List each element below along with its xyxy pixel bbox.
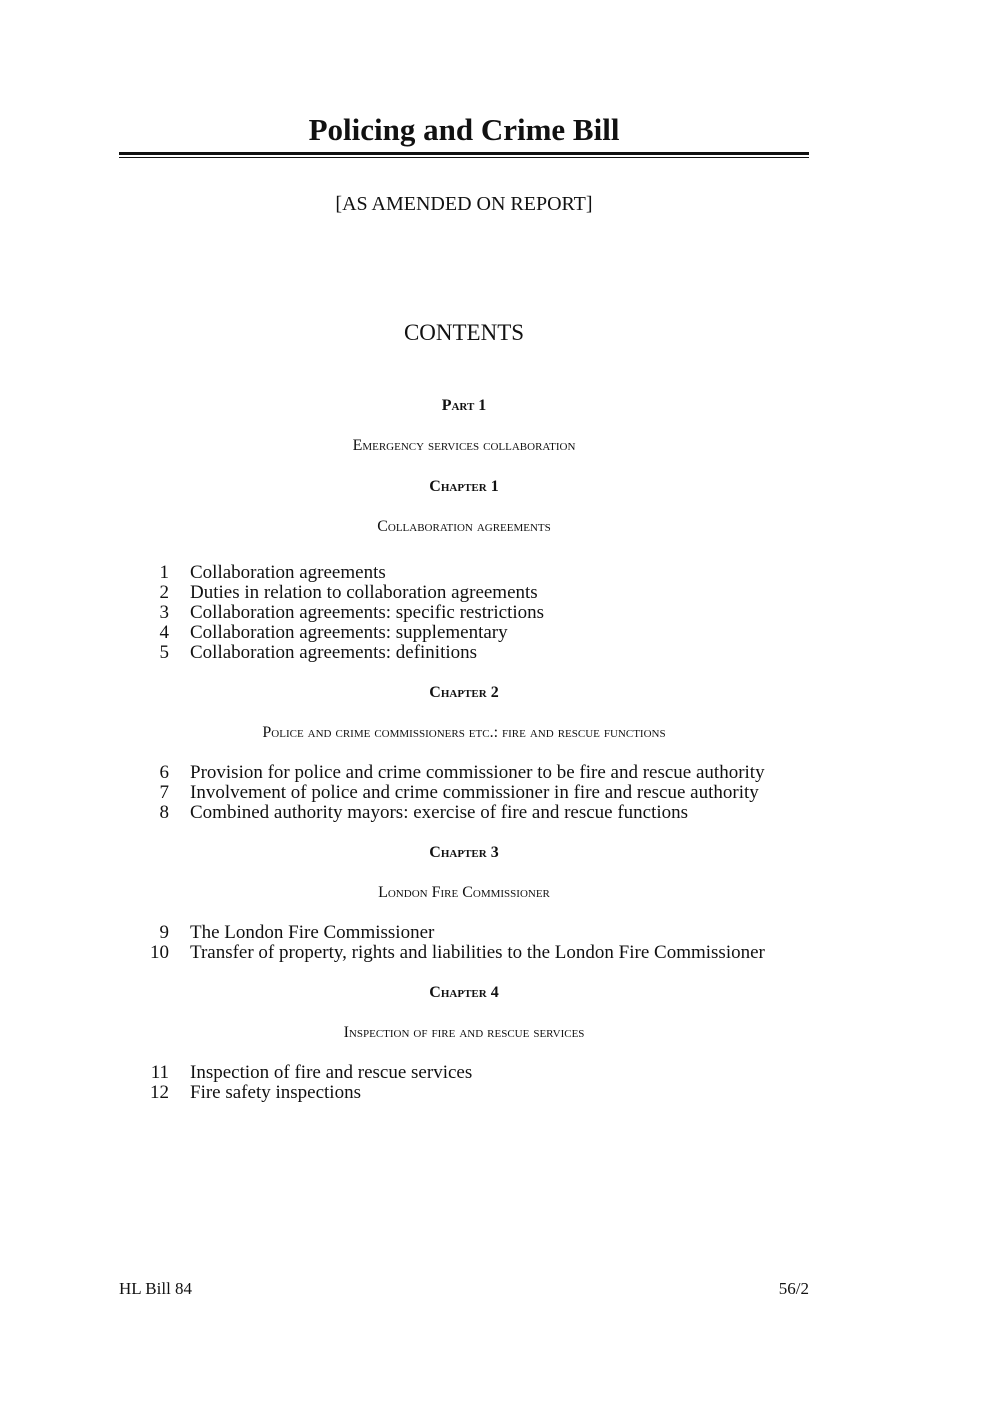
item-number: 7 bbox=[159, 782, 169, 803]
title-rule-thin bbox=[119, 157, 809, 158]
item-number: 9 bbox=[159, 922, 169, 943]
item-number: 8 bbox=[159, 802, 169, 823]
item-number: 12 bbox=[150, 1082, 169, 1103]
item-number: 1 bbox=[159, 562, 169, 583]
item-number: 6 bbox=[159, 762, 169, 783]
footer-print-ref: 56/2 bbox=[778, 1279, 809, 1298]
item-number: 4 bbox=[159, 622, 169, 643]
footer-bill-ref: HL Bill 84 bbox=[119, 1279, 193, 1298]
item-number: 10 bbox=[150, 942, 169, 963]
contents-heading: CONTENTS bbox=[403, 320, 525, 345]
chapter-name: Police and crime commissioners etc.: fire and rescue functions bbox=[262, 724, 666, 741]
chapter-label: Chapter 2 bbox=[429, 684, 499, 701]
item-text: Involvement of police and crime commissioner in fire and rescue authority bbox=[190, 782, 759, 803]
contents-item[interactable] bbox=[119, 1083, 839, 1103]
chapter-label: Chapter 4 bbox=[429, 984, 499, 1001]
item-number: 5 bbox=[159, 642, 169, 663]
item-number: 2 bbox=[159, 582, 169, 603]
part-name: Emergency services collaboration bbox=[352, 437, 576, 454]
chapter-label: Chapter 3 bbox=[429, 844, 499, 861]
contents-item[interactable] bbox=[119, 583, 839, 603]
contents-item[interactable] bbox=[119, 763, 839, 783]
chapter-name: London Fire Commissioner bbox=[378, 884, 550, 901]
contents-item[interactable] bbox=[119, 923, 839, 943]
contents-item[interactable] bbox=[119, 643, 839, 663]
contents-item[interactable] bbox=[119, 943, 839, 963]
title-rule-thick bbox=[119, 152, 809, 155]
item-number: 3 bbox=[159, 602, 169, 623]
item-text: Inspection of fire and rescue services bbox=[190, 1062, 473, 1083]
chapter-name: Inspection of fire and rescue services bbox=[343, 1024, 585, 1041]
chapter-name: Collaboration agreements bbox=[377, 518, 551, 535]
chapter-label: Chapter 1 bbox=[429, 478, 499, 495]
contents-item[interactable] bbox=[119, 623, 839, 643]
item-text: Collaboration agreements: specific restrictions bbox=[190, 602, 545, 623]
contents-item[interactable] bbox=[119, 783, 839, 803]
item-number: 11 bbox=[150, 1062, 169, 1083]
item-text: Combined authority mayors: exercise of fire and rescue functions bbox=[190, 802, 689, 823]
document-title: Policing and Crime Bill bbox=[308, 112, 620, 147]
part-label: Part 1 bbox=[441, 397, 487, 414]
contents-item[interactable] bbox=[119, 603, 839, 623]
item-text: Collaboration agreements bbox=[190, 562, 386, 583]
item-text: Fire safety inspections bbox=[190, 1082, 361, 1103]
item-text: Collaboration agreements: supplementary bbox=[190, 622, 508, 643]
contents-item[interactable] bbox=[119, 803, 839, 823]
document-subtitle: [AS AMENDED ON REPORT] bbox=[335, 193, 593, 215]
item-text: Duties in relation to collaboration agreements bbox=[190, 582, 538, 603]
contents-item[interactable] bbox=[119, 1063, 839, 1083]
item-text: The London Fire Commissioner bbox=[190, 922, 435, 943]
item-text: Provision for police and crime commissioner to be fire and rescue authority bbox=[190, 762, 765, 783]
item-text: Collaboration agreements: definitions bbox=[190, 642, 478, 663]
contents-item[interactable] bbox=[119, 563, 839, 583]
item-text: Transfer of property, rights and liabilities to the London Fire Commissioner bbox=[190, 942, 765, 963]
